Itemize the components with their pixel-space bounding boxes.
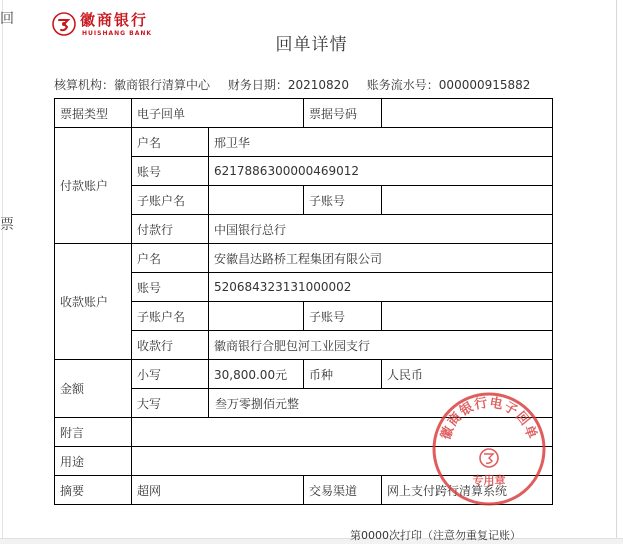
amount-small-value: 30,800.00元 bbox=[209, 360, 304, 389]
serial-label: 账务流水号： bbox=[366, 78, 439, 92]
payee-account-value: 520684323131000002 bbox=[209, 273, 553, 302]
summary-label: 摘要 bbox=[55, 476, 132, 505]
date-value: 20210820 bbox=[287, 78, 349, 92]
org-value: 徽商银行清算中心 bbox=[114, 78, 211, 92]
amount-small-label: 小写 bbox=[132, 360, 209, 389]
table-row bbox=[55, 99, 553, 128]
amount-big-label: 大写 bbox=[132, 389, 209, 418]
bank-name-cn: 徽商银行 bbox=[80, 11, 149, 29]
payee-section-label: 收款账户 bbox=[55, 244, 132, 360]
currency-label: 币种 bbox=[304, 360, 382, 389]
payer-sub-account-label: 子账号 bbox=[304, 186, 382, 215]
amount-section-label: 金额 bbox=[55, 360, 132, 418]
left-fragment-1: 回 bbox=[0, 11, 14, 27]
date-field bbox=[228, 78, 349, 92]
note-label: 附言 bbox=[55, 418, 132, 447]
date-label: 财务日期： bbox=[227, 78, 288, 92]
payee-account-label: 账号 bbox=[132, 273, 209, 302]
summary-value: 超网 bbox=[132, 476, 304, 505]
payer-name-value: 邢卫华 bbox=[209, 128, 553, 157]
print-count-notice: 第0000次打印（注意勿重复记账） bbox=[350, 529, 521, 542]
receipt-number-value bbox=[382, 99, 553, 128]
page-edge-left bbox=[2, 0, 3, 544]
payer-sub-name-value bbox=[209, 186, 304, 215]
bank-seal-stamp bbox=[430, 390, 548, 508]
currency-value: 人民币 bbox=[382, 360, 553, 389]
table-row bbox=[55, 244, 553, 273]
payer-section-label: 付款账户 bbox=[55, 128, 132, 244]
amount-big-value: 叁万零捌佰元整 bbox=[209, 389, 553, 418]
payee-sub-account-label: 子账号 bbox=[304, 302, 382, 331]
page-title: 回单详情 bbox=[275, 35, 348, 55]
payer-account-label: 账号 bbox=[132, 157, 209, 186]
page-edge-bottom bbox=[0, 538, 623, 544]
payer-name-label: 户名 bbox=[132, 128, 209, 157]
receipt-type-value: 电子回单 bbox=[132, 99, 304, 128]
payee-sub-name-value bbox=[209, 302, 304, 331]
payee-name-label: 户名 bbox=[132, 244, 209, 273]
payee-sub-account-value bbox=[382, 302, 553, 331]
payer-sub-name-label: 子账户名 bbox=[132, 186, 209, 215]
payee-bank-label: 收款行 bbox=[132, 331, 209, 360]
table-row bbox=[55, 128, 553, 157]
stamp-sub-text: 专用章 bbox=[472, 474, 506, 487]
bank-name-en: HUISHANG BANK bbox=[82, 30, 153, 37]
payee-bank-value: 徽商银行合肥包河工业园支行 bbox=[209, 331, 553, 360]
payer-bank-label: 付款行 bbox=[132, 215, 209, 244]
payer-sub-account-value bbox=[382, 186, 553, 215]
serial-field bbox=[367, 78, 531, 92]
payer-bank-value: 中国银行总行 bbox=[209, 215, 553, 244]
receipt-type-label: 票据类型 bbox=[55, 99, 132, 128]
org-field bbox=[54, 78, 210, 92]
receipt-number-label: 票据号码 bbox=[304, 99, 382, 128]
payer-account-value: 6217886300000469012 bbox=[209, 157, 553, 186]
table-row bbox=[55, 360, 553, 389]
stamp-text: 徽商银行电子回单 bbox=[438, 395, 540, 442]
org-label: 核算机构： bbox=[54, 78, 115, 92]
channel-label: 交易渠道 bbox=[304, 476, 382, 505]
svg-text:徽商银行电子回单 bbox=[438, 395, 541, 442]
channel-value: 网上支付跨行清算系统 bbox=[382, 476, 553, 505]
purpose-label: 用途 bbox=[55, 447, 132, 476]
serial-value: 000000915882 bbox=[438, 78, 531, 92]
page-edge-right bbox=[616, 0, 617, 544]
payee-name-value: 安徽昌达路桥工程集团有限公司 bbox=[209, 244, 553, 273]
receipt-meta bbox=[54, 76, 544, 93]
payee-sub-name-label: 子账户名 bbox=[132, 302, 209, 331]
left-fragment-2: 票 bbox=[0, 217, 14, 233]
